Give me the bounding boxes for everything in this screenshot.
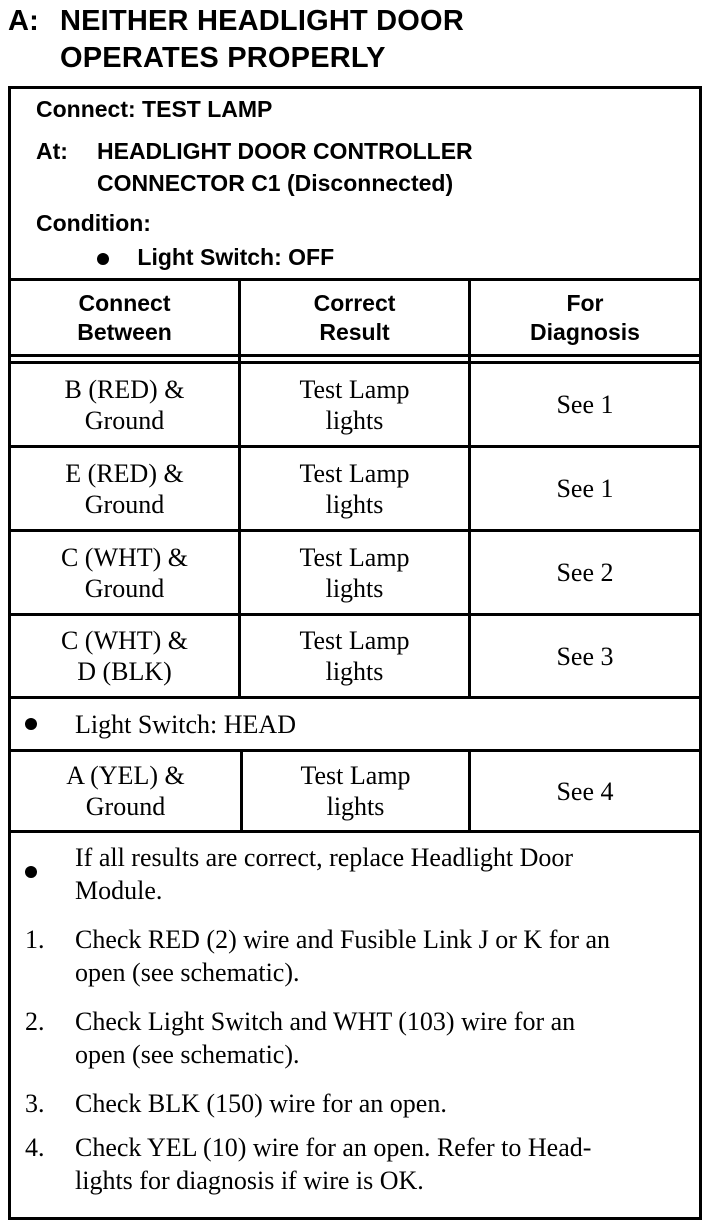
- at-line-1: HEADLIGHT DOOR CONTROLLER: [97, 138, 473, 164]
- title-line-2: OPERATES PROPERLY: [60, 42, 386, 74]
- table-row-2-between: E (RED) & Ground: [65, 458, 184, 519]
- condition-2: Light Switch: HEAD: [25, 699, 296, 749]
- column-header-for-diagnosis: For Diagnosis: [530, 289, 640, 345]
- column-header-connect-between: Connect Between: [77, 289, 172, 345]
- at-label: At:: [36, 138, 68, 164]
- divider: [11, 354, 699, 357]
- table-row-1-diagnosis: See 1: [556, 390, 614, 419]
- condition-item: Light Switch: OFF: [97, 243, 334, 271]
- divider: [11, 830, 699, 833]
- title-label: A:: [8, 5, 40, 37]
- table-row-5-between: A (YEL) & Ground: [66, 761, 185, 821]
- column-header-correct-result: Correct Result: [313, 289, 396, 345]
- table-row-1-result: Test Lamp lights: [299, 374, 410, 435]
- bullet-icon: [25, 718, 37, 730]
- table-row-1-between: B (RED) & Ground: [64, 374, 185, 435]
- table-row-3-result: Test Lamp lights: [299, 542, 410, 603]
- test-setup: [11, 89, 699, 281]
- table-row-2-diagnosis: See 1: [556, 474, 614, 503]
- bullet-icon: [97, 253, 109, 265]
- title-line-1: NEITHER HEADLIGHT DOOR: [60, 5, 464, 37]
- table-row-5-diagnosis: See 4: [556, 776, 614, 806]
- table-row-5-result: Test Lamp lights: [300, 761, 411, 821]
- table-row-2-result: Test Lamp lights: [299, 458, 410, 519]
- table-row-4-diagnosis: See 3: [556, 641, 614, 671]
- condition-label: Condition:: [36, 210, 151, 236]
- table-row-3-between: C (WHT) & Ground: [60, 542, 189, 603]
- diagnostic-table: Connect: TEST LAMP At: HEADLIGHT DOOR CONTROLLER CONNECTOR C1 (Disconnected) Condition: Light Switch: OFF Connect Between Correct Result For Diagnosis B (RED) & Ground Test Lamp lights See 1 E (RED) & Ground Test Lamp lights See 1 C (WHT) & Ground Test Lamp lights See 2 C (WHT) & D (BLK) Test Lamp lights See 3 Light Switch: HEAD A (YEL) & Ground Test Lamp lights See 4 If all results are correct, replace Headlight Door Module. 1. Check RED (2) wire and Fusible Link J or K for an open (see schematic). 2. Check Light Switch and WHT (103) wire for an open (see schematic). 3. Check BLK (150) wire for an open. 4. Check YEL (10) wire for an open. Refer to Head- lights for diagnosis if wire is OK.: [8, 86, 702, 1220]
- bullet-icon: [25, 866, 37, 878]
- table-row-3-diagnosis: See 2: [556, 558, 614, 587]
- table-row-4-between: C (WHT) & D (BLK): [60, 626, 189, 686]
- at-line-2: CONNECTOR C1 (Disconnected): [97, 170, 454, 196]
- table-row-4-result: Test Lamp lights: [299, 626, 410, 686]
- connect-instruction: Connect: TEST LAMP: [36, 96, 273, 122]
